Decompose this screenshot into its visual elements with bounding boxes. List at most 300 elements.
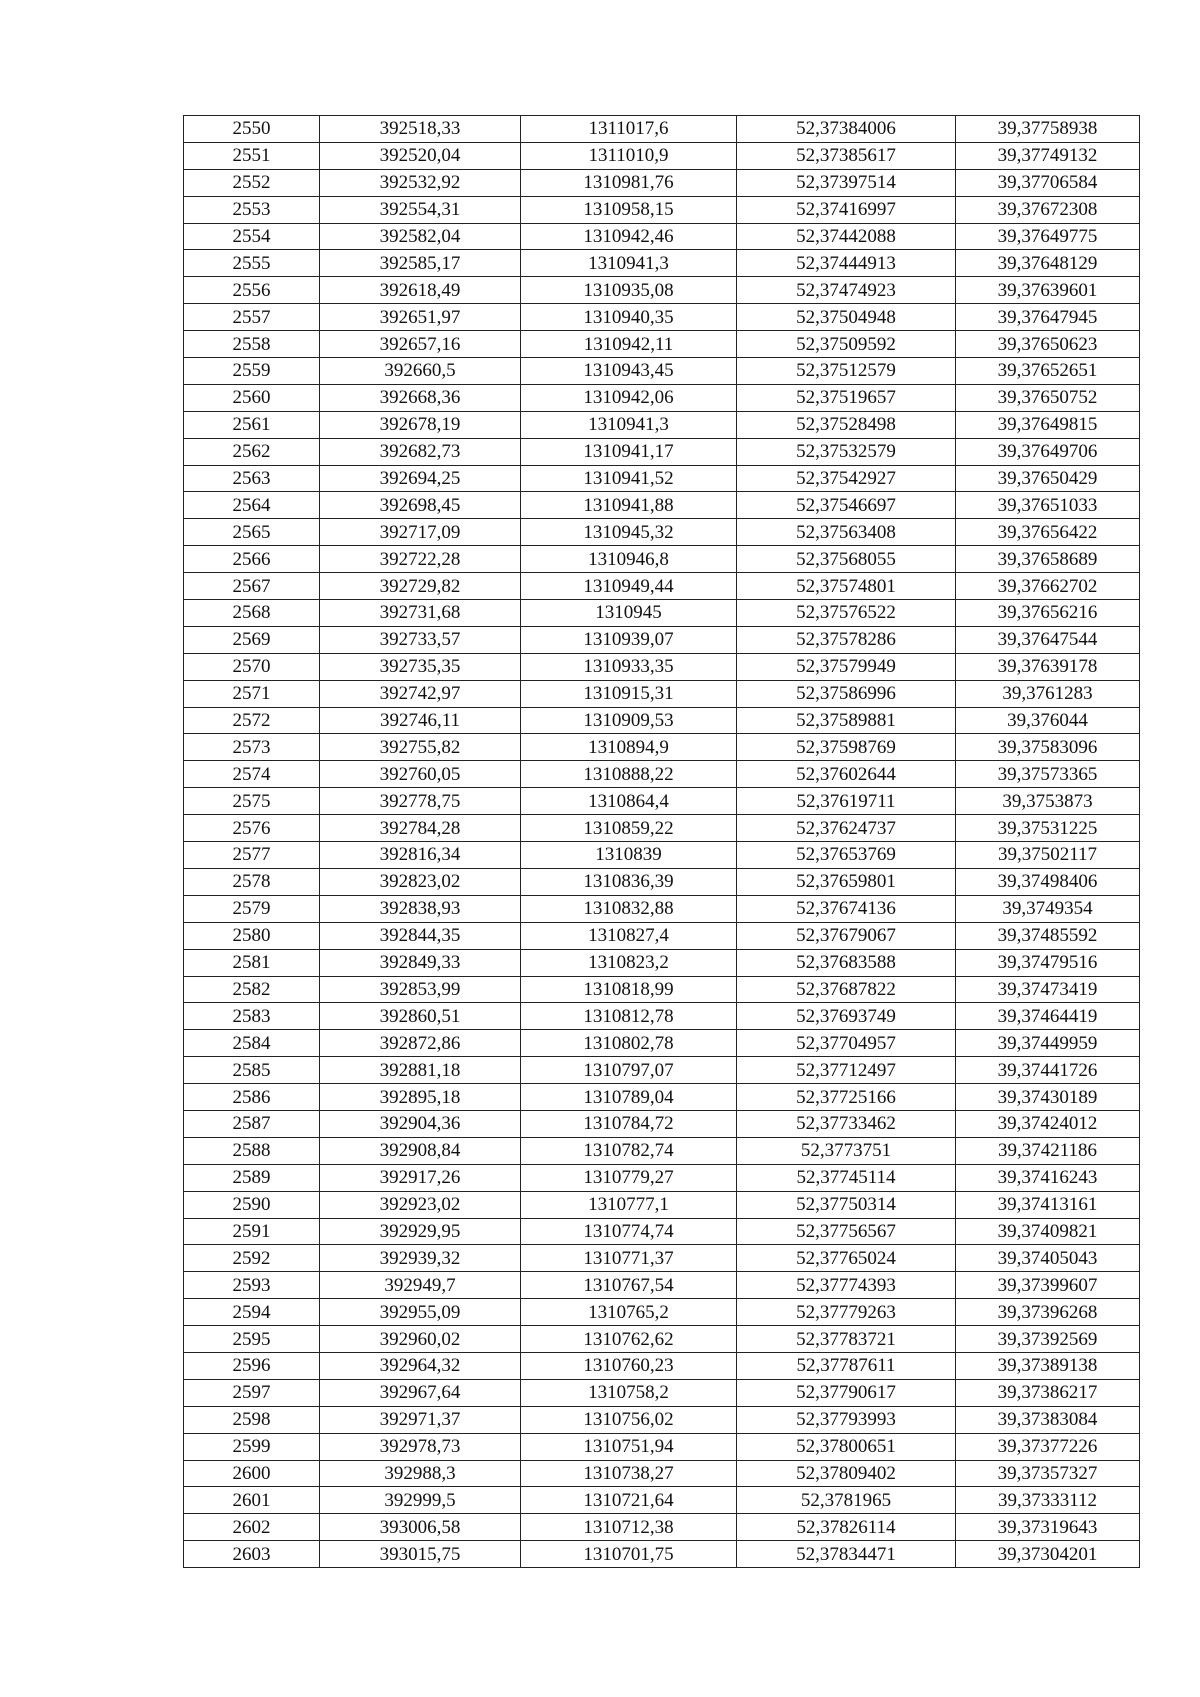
latitude-cell: 52,37733462: [737, 1110, 956, 1137]
latitude-cell: 52,37512579: [737, 358, 956, 385]
longitude-cell: 39,37413161: [956, 1191, 1140, 1218]
longitude-cell: 39,37652651: [956, 358, 1140, 385]
point-number-cell: 2600: [184, 1460, 320, 1487]
longitude-cell: 39,37658689: [956, 546, 1140, 573]
y-coordinate-cell: 1310839: [521, 842, 737, 869]
point-number-cell: 2579: [184, 895, 320, 922]
point-number-cell: 2574: [184, 761, 320, 788]
latitude-cell: 52,37809402: [737, 1460, 956, 1487]
point-number-cell: 2577: [184, 842, 320, 869]
latitude-cell: 52,37756567: [737, 1218, 956, 1245]
x-coordinate-cell: 392971,37: [320, 1406, 521, 1433]
x-coordinate-cell: 392784,28: [320, 815, 521, 842]
latitude-cell: 52,37442088: [737, 223, 956, 250]
table-row: [184, 1137, 1140, 1164]
x-coordinate-cell: 392733,57: [320, 626, 521, 653]
y-coordinate-cell: 1310823,2: [521, 949, 737, 976]
longitude-cell: 39,37319643: [956, 1514, 1140, 1541]
table-row: [184, 1191, 1140, 1218]
x-coordinate-cell: 392742,97: [320, 680, 521, 707]
x-coordinate-cell: 392657,16: [320, 331, 521, 358]
table-row: [184, 546, 1140, 573]
point-number-cell: 2550: [184, 116, 320, 143]
longitude-cell: 39,37656422: [956, 519, 1140, 546]
table-row: [184, 142, 1140, 169]
table-row: [184, 573, 1140, 600]
longitude-cell: 39,37649815: [956, 411, 1140, 438]
longitude-cell: 39,37498406: [956, 868, 1140, 895]
longitude-cell: 39,37405043: [956, 1245, 1140, 1272]
y-coordinate-cell: 1310712,38: [521, 1514, 737, 1541]
point-number-cell: 2569: [184, 626, 320, 653]
longitude-cell: 39,37333112: [956, 1487, 1140, 1514]
latitude-cell: 52,37750314: [737, 1191, 956, 1218]
longitude-cell: 39,37649775: [956, 223, 1140, 250]
table-row: [184, 1487, 1140, 1514]
y-coordinate-cell: 1310827,4: [521, 922, 737, 949]
x-coordinate-cell: 392860,51: [320, 1003, 521, 1030]
table-row: [184, 842, 1140, 869]
table-row: [184, 304, 1140, 331]
point-number-cell: 2571: [184, 680, 320, 707]
latitude-cell: 52,37416997: [737, 196, 956, 223]
x-coordinate-cell: 392729,82: [320, 573, 521, 600]
point-number-cell: 2559: [184, 358, 320, 385]
x-coordinate-cell: 392717,09: [320, 519, 521, 546]
table-row: [184, 626, 1140, 653]
latitude-cell: 52,37624737: [737, 815, 956, 842]
x-coordinate-cell: 392532,92: [320, 169, 521, 196]
longitude-cell: 39,37749132: [956, 142, 1140, 169]
y-coordinate-cell: 1310789,04: [521, 1084, 737, 1111]
x-coordinate-cell: 392678,19: [320, 411, 521, 438]
longitude-cell: 39,37706584: [956, 169, 1140, 196]
coordinates-table-body: [184, 116, 1140, 1568]
y-coordinate-cell: 1311017,6: [521, 116, 737, 143]
table-row: [184, 1057, 1140, 1084]
x-coordinate-cell: 392939,32: [320, 1245, 521, 1272]
latitude-cell: 52,37397514: [737, 169, 956, 196]
table-row: [184, 411, 1140, 438]
table-row: [184, 1164, 1140, 1191]
x-coordinate-cell: 392722,28: [320, 546, 521, 573]
longitude-cell: 39,37479516: [956, 949, 1140, 976]
table-row: [184, 358, 1140, 385]
longitude-cell: 39,37449959: [956, 1030, 1140, 1057]
longitude-cell: 39,37639601: [956, 277, 1140, 304]
x-coordinate-cell: 392582,04: [320, 223, 521, 250]
point-number-cell: 2551: [184, 142, 320, 169]
latitude-cell: 52,37602644: [737, 761, 956, 788]
longitude-cell: 39,37464419: [956, 1003, 1140, 1030]
longitude-cell: 39,37416243: [956, 1164, 1140, 1191]
point-number-cell: 2572: [184, 707, 320, 734]
point-number-cell: 2582: [184, 976, 320, 1003]
longitude-cell: 39,37421186: [956, 1137, 1140, 1164]
longitude-cell: 39,37647945: [956, 304, 1140, 331]
latitude-cell: 52,37532579: [737, 438, 956, 465]
latitude-cell: 52,37619711: [737, 788, 956, 815]
x-coordinate-cell: 392585,17: [320, 250, 521, 277]
y-coordinate-cell: 1310941,88: [521, 492, 737, 519]
latitude-cell: 52,37385617: [737, 142, 956, 169]
latitude-cell: 52,37683588: [737, 949, 956, 976]
x-coordinate-cell: 392554,31: [320, 196, 521, 223]
y-coordinate-cell: 1310812,78: [521, 1003, 737, 1030]
latitude-cell: 52,37509592: [737, 331, 956, 358]
point-number-cell: 2592: [184, 1245, 320, 1272]
point-number-cell: 2565: [184, 519, 320, 546]
point-number-cell: 2560: [184, 384, 320, 411]
point-number-cell: 2596: [184, 1352, 320, 1379]
y-coordinate-cell: 1310779,27: [521, 1164, 737, 1191]
latitude-cell: 52,37712497: [737, 1057, 956, 1084]
coordinates-table: [183, 115, 1140, 1568]
table-row: [184, 196, 1140, 223]
latitude-cell: 52,37528498: [737, 411, 956, 438]
y-coordinate-cell: 1310981,76: [521, 169, 737, 196]
x-coordinate-cell: 392999,5: [320, 1487, 521, 1514]
table-row: [184, 1460, 1140, 1487]
longitude-cell: 39,37485592: [956, 922, 1140, 949]
y-coordinate-cell: 1310836,39: [521, 868, 737, 895]
x-coordinate-cell: 392731,68: [320, 600, 521, 627]
x-coordinate-cell: 392651,97: [320, 304, 521, 331]
y-coordinate-cell: 1310765,2: [521, 1299, 737, 1326]
table-row: [184, 788, 1140, 815]
x-coordinate-cell: 392960,02: [320, 1326, 521, 1353]
table-row: [184, 707, 1140, 734]
table-row: [184, 761, 1140, 788]
longitude-cell: 39,37430189: [956, 1084, 1140, 1111]
y-coordinate-cell: 1310864,4: [521, 788, 737, 815]
longitude-cell: 39,37441726: [956, 1057, 1140, 1084]
latitude-cell: 52,37779263: [737, 1299, 956, 1326]
y-coordinate-cell: 1310949,44: [521, 573, 737, 600]
y-coordinate-cell: 1310771,37: [521, 1245, 737, 1272]
point-number-cell: 2576: [184, 815, 320, 842]
point-number-cell: 2566: [184, 546, 320, 573]
y-coordinate-cell: 1310797,07: [521, 1057, 737, 1084]
latitude-cell: 52,37790617: [737, 1379, 956, 1406]
table-row: [184, 868, 1140, 895]
longitude-cell: 39,37649706: [956, 438, 1140, 465]
x-coordinate-cell: 392853,99: [320, 976, 521, 1003]
table-row: [184, 1272, 1140, 1299]
x-coordinate-cell: 392849,33: [320, 949, 521, 976]
x-coordinate-cell: 392908,84: [320, 1137, 521, 1164]
table-row: [184, 331, 1140, 358]
table-row: [184, 1406, 1140, 1433]
latitude-cell: 52,37576522: [737, 600, 956, 627]
y-coordinate-cell: 1310915,31: [521, 680, 737, 707]
longitude-cell: 39,37357327: [956, 1460, 1140, 1487]
y-coordinate-cell: 1310941,3: [521, 411, 737, 438]
longitude-cell: 39,37502117: [956, 842, 1140, 869]
y-coordinate-cell: 1310760,23: [521, 1352, 737, 1379]
point-number-cell: 2588: [184, 1137, 320, 1164]
x-coordinate-cell: 392816,34: [320, 842, 521, 869]
longitude-cell: 39,37383084: [956, 1406, 1140, 1433]
table-row: [184, 1245, 1140, 1272]
table-row: [184, 734, 1140, 761]
table-row: [184, 976, 1140, 1003]
longitude-cell: 39,37662702: [956, 573, 1140, 600]
y-coordinate-cell: 1310894,9: [521, 734, 737, 761]
y-coordinate-cell: 1310942,46: [521, 223, 737, 250]
y-coordinate-cell: 1310751,94: [521, 1433, 737, 1460]
point-number-cell: 2599: [184, 1433, 320, 1460]
table-row: [184, 895, 1140, 922]
longitude-cell: 39,37399607: [956, 1272, 1140, 1299]
y-coordinate-cell: 1310782,74: [521, 1137, 737, 1164]
y-coordinate-cell: 1310946,8: [521, 546, 737, 573]
y-coordinate-cell: 1310832,88: [521, 895, 737, 922]
point-number-cell: 2587: [184, 1110, 320, 1137]
x-coordinate-cell: 393015,75: [320, 1541, 521, 1568]
longitude-cell: 39,37473419: [956, 976, 1140, 1003]
x-coordinate-cell: 392823,02: [320, 868, 521, 895]
y-coordinate-cell: 1310721,64: [521, 1487, 737, 1514]
point-number-cell: 2562: [184, 438, 320, 465]
latitude-cell: 52,37474923: [737, 277, 956, 304]
latitude-cell: 52,37578286: [737, 626, 956, 653]
point-number-cell: 2555: [184, 250, 320, 277]
longitude-cell: 39,37531225: [956, 815, 1140, 842]
latitude-cell: 52,37659801: [737, 868, 956, 895]
point-number-cell: 2554: [184, 223, 320, 250]
table-row: [184, 1433, 1140, 1460]
table-row: [184, 1218, 1140, 1245]
x-coordinate-cell: 392955,09: [320, 1299, 521, 1326]
y-coordinate-cell: 1310756,02: [521, 1406, 737, 1433]
point-number-cell: 2593: [184, 1272, 320, 1299]
y-coordinate-cell: 1310942,11: [521, 331, 737, 358]
latitude-cell: 52,37693749: [737, 1003, 956, 1030]
latitude-cell: 52,37542927: [737, 465, 956, 492]
latitude-cell: 52,37589881: [737, 707, 956, 734]
point-number-cell: 2584: [184, 1030, 320, 1057]
latitude-cell: 52,37384006: [737, 116, 956, 143]
latitude-cell: 52,37579949: [737, 653, 956, 680]
table-row: [184, 116, 1140, 143]
longitude-cell: 39,37377226: [956, 1433, 1140, 1460]
table-row: [184, 1352, 1140, 1379]
y-coordinate-cell: 1310777,1: [521, 1191, 737, 1218]
table-row: [184, 492, 1140, 519]
x-coordinate-cell: 392923,02: [320, 1191, 521, 1218]
longitude-cell: 39,37304201: [956, 1541, 1140, 1568]
x-coordinate-cell: 392518,33: [320, 116, 521, 143]
x-coordinate-cell: 392881,18: [320, 1057, 521, 1084]
point-number-cell: 2580: [184, 922, 320, 949]
longitude-cell: 39,37386217: [956, 1379, 1140, 1406]
y-coordinate-cell: 1310738,27: [521, 1460, 737, 1487]
point-number-cell: 2594: [184, 1299, 320, 1326]
point-number-cell: 2563: [184, 465, 320, 492]
latitude-cell: 52,37765024: [737, 1245, 956, 1272]
y-coordinate-cell: 1310762,62: [521, 1326, 737, 1353]
longitude-cell: 39,37650623: [956, 331, 1140, 358]
x-coordinate-cell: 392668,36: [320, 384, 521, 411]
y-coordinate-cell: 1311010,9: [521, 142, 737, 169]
latitude-cell: 52,37568055: [737, 546, 956, 573]
longitude-cell: 39,376044: [956, 707, 1140, 734]
y-coordinate-cell: 1310935,08: [521, 277, 737, 304]
table-row: [184, 1110, 1140, 1137]
x-coordinate-cell: 392949,7: [320, 1272, 521, 1299]
point-number-cell: 2591: [184, 1218, 320, 1245]
x-coordinate-cell: 392872,86: [320, 1030, 521, 1057]
table-row: [184, 922, 1140, 949]
y-coordinate-cell: 1310802,78: [521, 1030, 737, 1057]
y-coordinate-cell: 1310939,07: [521, 626, 737, 653]
table-row: [184, 1379, 1140, 1406]
x-coordinate-cell: 392967,64: [320, 1379, 521, 1406]
table-row: [184, 600, 1140, 627]
longitude-cell: 39,37650429: [956, 465, 1140, 492]
point-number-cell: 2597: [184, 1379, 320, 1406]
y-coordinate-cell: 1310945: [521, 600, 737, 627]
longitude-cell: 39,3761283: [956, 680, 1140, 707]
table-row: [184, 1084, 1140, 1111]
latitude-cell: 52,37826114: [737, 1514, 956, 1541]
point-number-cell: 2557: [184, 304, 320, 331]
point-number-cell: 2590: [184, 1191, 320, 1218]
latitude-cell: 52,37774393: [737, 1272, 956, 1299]
latitude-cell: 52,3781965: [737, 1487, 956, 1514]
x-coordinate-cell: 392844,35: [320, 922, 521, 949]
point-number-cell: 2567: [184, 573, 320, 600]
point-number-cell: 2573: [184, 734, 320, 761]
longitude-cell: 39,37758938: [956, 116, 1140, 143]
y-coordinate-cell: 1310888,22: [521, 761, 737, 788]
table-row: [184, 1541, 1140, 1568]
longitude-cell: 39,37650752: [956, 384, 1140, 411]
y-coordinate-cell: 1310767,54: [521, 1272, 737, 1299]
point-number-cell: 2602: [184, 1514, 320, 1541]
y-coordinate-cell: 1310758,2: [521, 1379, 737, 1406]
longitude-cell: 39,37656216: [956, 600, 1140, 627]
x-coordinate-cell: 392978,73: [320, 1433, 521, 1460]
longitude-cell: 39,37424012: [956, 1110, 1140, 1137]
table-row: [184, 519, 1140, 546]
y-coordinate-cell: 1310859,22: [521, 815, 737, 842]
y-coordinate-cell: 1310701,75: [521, 1541, 737, 1568]
point-number-cell: 2552: [184, 169, 320, 196]
latitude-cell: 52,37834471: [737, 1541, 956, 1568]
latitude-cell: 52,37687822: [737, 976, 956, 1003]
longitude-cell: 39,37651033: [956, 492, 1140, 519]
point-number-cell: 2589: [184, 1164, 320, 1191]
y-coordinate-cell: 1310941,3: [521, 250, 737, 277]
latitude-cell: 52,3773751: [737, 1137, 956, 1164]
y-coordinate-cell: 1310945,32: [521, 519, 737, 546]
y-coordinate-cell: 1310818,99: [521, 976, 737, 1003]
table-row: [184, 815, 1140, 842]
latitude-cell: 52,37704957: [737, 1030, 956, 1057]
longitude-cell: 39,37389138: [956, 1352, 1140, 1379]
x-coordinate-cell: 392746,11: [320, 707, 521, 734]
longitude-cell: 39,3753873: [956, 788, 1140, 815]
point-number-cell: 2601: [184, 1487, 320, 1514]
latitude-cell: 52,37546697: [737, 492, 956, 519]
point-number-cell: 2553: [184, 196, 320, 223]
latitude-cell: 52,37800651: [737, 1433, 956, 1460]
point-number-cell: 2595: [184, 1326, 320, 1353]
latitude-cell: 52,37563408: [737, 519, 956, 546]
longitude-cell: 39,3749354: [956, 895, 1140, 922]
x-coordinate-cell: 392755,82: [320, 734, 521, 761]
latitude-cell: 52,37444913: [737, 250, 956, 277]
longitude-cell: 39,37648129: [956, 250, 1140, 277]
x-coordinate-cell: 392698,45: [320, 492, 521, 519]
x-coordinate-cell: 392917,26: [320, 1164, 521, 1191]
longitude-cell: 39,37392569: [956, 1326, 1140, 1353]
y-coordinate-cell: 1310784,72: [521, 1110, 737, 1137]
longitude-cell: 39,37639178: [956, 653, 1140, 680]
table-row: [184, 1030, 1140, 1057]
longitude-cell: 39,37647544: [956, 626, 1140, 653]
point-number-cell: 2561: [184, 411, 320, 438]
table-row: [184, 223, 1140, 250]
x-coordinate-cell: 392895,18: [320, 1084, 521, 1111]
latitude-cell: 52,37725166: [737, 1084, 956, 1111]
y-coordinate-cell: 1310774,74: [521, 1218, 737, 1245]
x-coordinate-cell: 392520,04: [320, 142, 521, 169]
table-row: [184, 653, 1140, 680]
x-coordinate-cell: 392988,3: [320, 1460, 521, 1487]
latitude-cell: 52,37574801: [737, 573, 956, 600]
y-coordinate-cell: 1310940,35: [521, 304, 737, 331]
x-coordinate-cell: 392735,35: [320, 653, 521, 680]
y-coordinate-cell: 1310941,52: [521, 465, 737, 492]
x-coordinate-cell: 392838,93: [320, 895, 521, 922]
x-coordinate-cell: 392682,73: [320, 438, 521, 465]
latitude-cell: 52,37674136: [737, 895, 956, 922]
table-row: [184, 169, 1140, 196]
point-number-cell: 2603: [184, 1541, 320, 1568]
longitude-cell: 39,37409821: [956, 1218, 1140, 1245]
point-number-cell: 2568: [184, 600, 320, 627]
point-number-cell: 2556: [184, 277, 320, 304]
point-number-cell: 2570: [184, 653, 320, 680]
table-row: [184, 465, 1140, 492]
x-coordinate-cell: 392929,95: [320, 1218, 521, 1245]
y-coordinate-cell: 1310933,35: [521, 653, 737, 680]
latitude-cell: 52,37783721: [737, 1326, 956, 1353]
point-number-cell: 2578: [184, 868, 320, 895]
y-coordinate-cell: 1310958,15: [521, 196, 737, 223]
point-number-cell: 2598: [184, 1406, 320, 1433]
longitude-cell: 39,37573365: [956, 761, 1140, 788]
x-coordinate-cell: 392660,5: [320, 358, 521, 385]
latitude-cell: 52,37745114: [737, 1164, 956, 1191]
latitude-cell: 52,37586996: [737, 680, 956, 707]
y-coordinate-cell: 1310942,06: [521, 384, 737, 411]
table-row: [184, 949, 1140, 976]
table-row: [184, 250, 1140, 277]
point-number-cell: 2583: [184, 1003, 320, 1030]
x-coordinate-cell: 392904,36: [320, 1110, 521, 1137]
latitude-cell: 52,37679067: [737, 922, 956, 949]
point-number-cell: 2564: [184, 492, 320, 519]
latitude-cell: 52,37787611: [737, 1352, 956, 1379]
latitude-cell: 52,37598769: [737, 734, 956, 761]
point-number-cell: 2558: [184, 331, 320, 358]
x-coordinate-cell: 392778,75: [320, 788, 521, 815]
latitude-cell: 52,37519657: [737, 384, 956, 411]
